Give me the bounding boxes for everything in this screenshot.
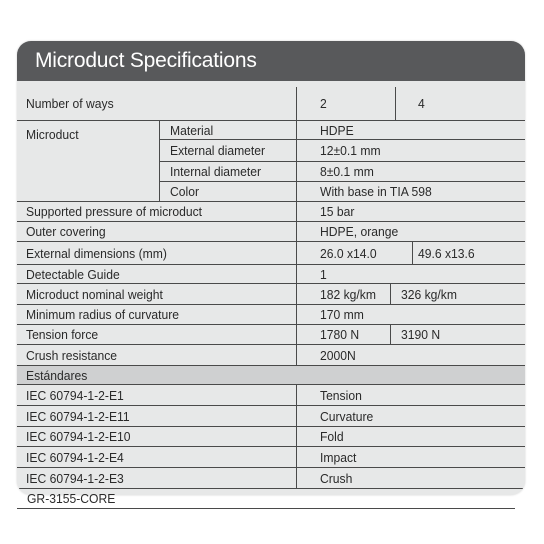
label-external-diameter: External diameter <box>170 142 266 158</box>
value-internal-diameter: 8±0.1 mm <box>320 163 374 179</box>
value-outer-covering: HDPE, orange <box>320 224 399 239</box>
standard-test: Crush <box>320 470 353 486</box>
row-nominal-weight <box>17 284 525 305</box>
row-detectable-guide <box>17 265 525 284</box>
value-pressure: 15 bar <box>320 204 355 219</box>
label-material: Material <box>170 122 214 138</box>
label-internal-diameter: Internal diameter <box>170 163 262 179</box>
footer-standard: GR-3155-CORE <box>27 491 116 506</box>
standard-code: IEC 60794-1-2-E3 <box>26 470 124 486</box>
value-weight-2: 182 kg/km <box>320 286 376 302</box>
standard-row <box>17 447 525 468</box>
value-tension-2: 1780 N <box>320 327 360 342</box>
label-outer-covering: Outer covering <box>26 224 106 239</box>
standard-test: Impact <box>320 449 357 465</box>
value-tension-4: 3190 N <box>401 327 441 342</box>
value-material: HDPE <box>320 122 354 138</box>
value-ways-2: 2 <box>320 96 327 111</box>
column-divider <box>296 385 297 489</box>
label-detectable-guide: Detectable Guide <box>26 266 120 282</box>
label-pressure: Supported pressure of microduct <box>26 204 203 219</box>
row-min-radius <box>17 305 525 325</box>
row-number-of-ways <box>17 87 525 121</box>
label-external-dimensions: External dimensions (mm) <box>26 245 167 261</box>
row-tension-force <box>17 325 525 345</box>
standard-row <box>17 406 525 427</box>
standard-test: Tension <box>320 387 362 403</box>
standard-row <box>17 468 525 489</box>
value-ways-4: 4 <box>418 96 425 111</box>
spec-title: Microduct Specifications <box>17 41 525 81</box>
standard-code: IEC 60794-1-2-E11 <box>26 408 130 424</box>
label-nominal-weight: Microduct nominal weight <box>26 286 163 302</box>
label-min-radius: Minimum radius of curvature <box>26 307 180 322</box>
standard-test: Fold <box>320 429 344 444</box>
standard-row <box>17 385 525 406</box>
value-min-radius: 170 mm <box>320 307 364 322</box>
value-color: With base in TIA 598 <box>320 183 432 199</box>
label-crush-resistance: Crush resistance <box>26 347 118 363</box>
value-weight-4: 326 kg/km <box>401 286 457 302</box>
standard-code: IEC 60794-1-2-E1 <box>26 387 124 403</box>
label-number-of-ways: Number of ways <box>26 96 114 111</box>
standards-heading-row <box>17 366 525 385</box>
standard-row <box>17 427 525 447</box>
label-tension-force: Tension force <box>26 327 99 342</box>
row-pressure <box>17 202 525 222</box>
value-crush-resistance: 2000N <box>320 347 356 363</box>
column-divider <box>390 284 391 305</box>
label-microduct: Microduct <box>26 126 79 142</box>
column-divider <box>296 87 297 121</box>
column-divider <box>395 87 396 121</box>
spec-card <box>17 41 525 495</box>
column-divider <box>412 242 413 265</box>
label-color: Color <box>170 183 199 199</box>
column-divider <box>296 121 297 365</box>
value-detectable-guide: 1 <box>320 266 327 282</box>
row-outer-covering <box>17 222 525 242</box>
column-divider <box>390 325 391 345</box>
value-dims-2: 26.0 x14.0 <box>320 245 377 261</box>
standard-code: IEC 60794-1-2-E10 <box>26 429 131 444</box>
row-external-dimensions <box>17 242 525 265</box>
row-crush-resistance <box>17 345 525 366</box>
footer-divider <box>17 508 515 509</box>
standard-code: IEC 60794-1-2-E4 <box>26 449 124 465</box>
standard-test: Curvature <box>320 408 374 424</box>
standards-heading: Estándares <box>26 367 88 383</box>
row-microduct <box>17 121 525 202</box>
value-dims-4: 49.6 x13.6 <box>418 245 475 261</box>
value-external-diameter: 12±0.1 mm <box>320 142 381 158</box>
